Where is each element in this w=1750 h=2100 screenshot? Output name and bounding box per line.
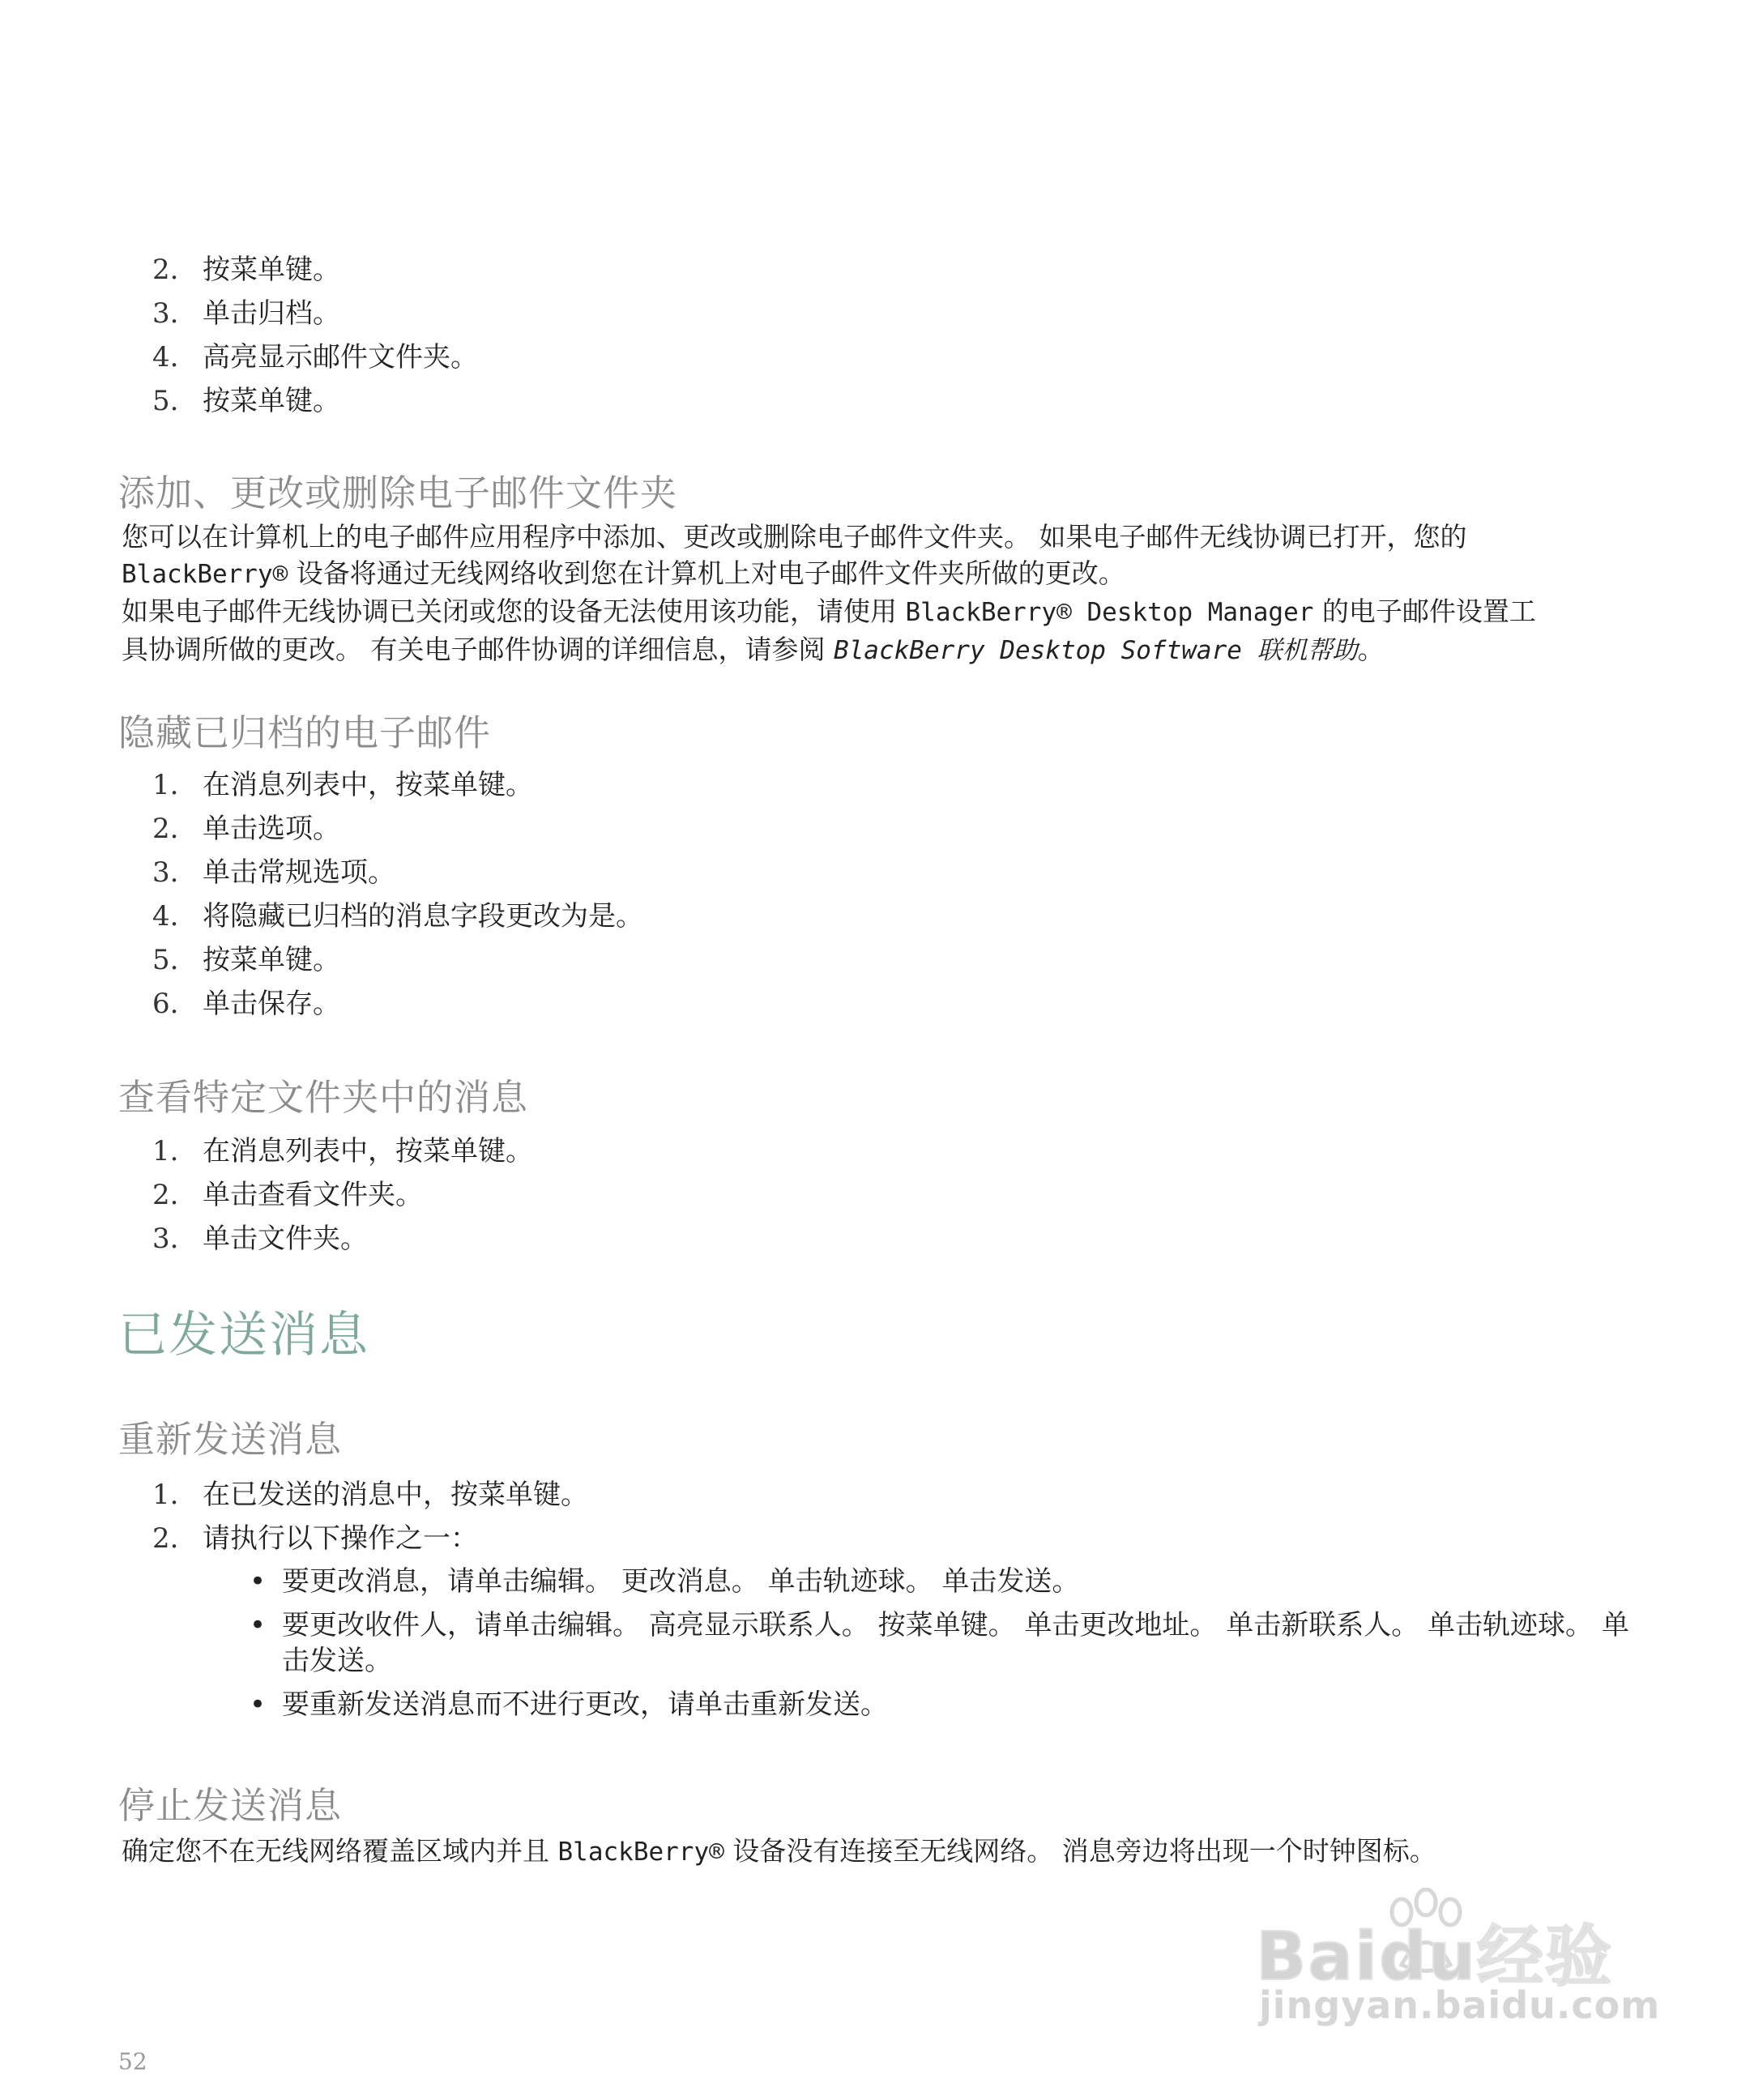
heading-folders: 添加、更改或删除电子邮件文件夹 bbox=[118, 472, 678, 514]
bullet-item: • 要更改收件人，请单击编辑。 高亮显示联系人。 按菜单键。 单击更改地址。 单击新联系人。 单击轨迹球。 单击发送。 bbox=[250, 1609, 1629, 1677]
heading-resend: 重新发送消息 bbox=[118, 1418, 343, 1461]
heading-stop-sending: 停止发送消息 bbox=[118, 1784, 343, 1827]
heading-hide-archived: 隐藏已归档的电子邮件 bbox=[118, 711, 492, 754]
help-reference: BlackBerry Desktop Software 联机帮助 bbox=[833, 636, 1358, 665]
bullet-dot-icon: • bbox=[250, 1609, 267, 1641]
watermark-main-text: Baidu经验 bbox=[1256, 1919, 1614, 1995]
heading-view-folder: 查看特定文件夹中的消息 bbox=[118, 1076, 529, 1119]
paragraph-folders: 您可以在计算机上的电子邮件应用程序中添加、更改或删除电子邮件文件夹。 如果电子邮件无线协调已打开，您的 BlackBerry® 设备将通过无线网络收到您在计算机上对电子邮件文件夹所做的更改。 如果电子邮件无线协调已关闭或您的设备无法使用该功能，请使用 BlackBerry® Desktop Manager 的电子邮件设置工 具协调所做的更改。 有关电子邮件协调的详细信息，请参阅 BlackBerry Desktop Software 联机帮助。 bbox=[122, 521, 1536, 665]
bullet-item: • 要重新发送消息而不进行更改，请单击重新发送。 bbox=[250, 1688, 888, 1721]
document-page: 2. 按菜单键。 3. 单击归档。 4. 高亮显示邮件文件夹。 5. 按菜单键。 添加、更改或删除电子邮件文件夹 您可以在计算机上的电子邮件应用程序中添加、更改或删除电子邮件文件夹。 如果电子邮件无线协调已打开，您的 BlackBerry® 设备将通过无线网络收到您在计算机上对电子邮件文件夹所做的更改。 如果电子邮件无线协调已关闭或您的设备无法使用该功能，请使用 BlackBerry® Desktop Manager 的电子邮件设置工 具协调所做的更改。 有关电子邮件协调的详细信息，请参阅 BlackBerry Desktop Software 联机帮助。 隐藏已归档的电子邮件 1. 在消息列表中，按菜单键。 2. 单击选项。 3. 单击常规选项。 4. 将隐藏已归档的消息字段更改为是。 5. 按菜单键。 6. 单击保存。 查看特定文件夹中的消息 1. 在消息列表中，按菜单键。 2. 单击查看文件夹。 3. 单击文件夹。 已发送消息 重新发送消息 1. 在已发送的消息中，按菜单键。 2. 请执行以下操作之一： • 要更改消息，请单击编辑。 更改消息。 单击轨迹球。 单击发送。 • 要更改收件人，请单击编辑。 高亮显示联系人。 按菜单键。 单击更改地址。 单击新联系人。 单击轨迹球。 单击发送。 • 要重新发送消息而不进行更改，请单击重新发送。 停止发送消息 确定您不在无线网络覆盖区域内并且 BlackBerry® 设备没有连接至无线网络。 消息旁边将出现一个时钟图标。 Baidu经验 jingyan.baidu.com 52 bbox=[0, 0, 1750, 2100]
paragraph-stop-sending: 确定您不在无线网络覆盖区域内并且 BlackBerry® 设备没有连接至无线网络。 消息旁边将出现一个时钟图标。 bbox=[122, 1835, 1436, 1867]
bullet-dot-icon: • bbox=[250, 1688, 267, 1721]
page-number: 52 bbox=[118, 2048, 147, 2075]
chapter-title: 已发送消息 bbox=[118, 1307, 369, 1364]
bullet-dot-icon: • bbox=[250, 1565, 267, 1598]
bullet-item: • 要更改消息，请单击编辑。 更改消息。 单击轨迹球。 单击发送。 bbox=[250, 1565, 1080, 1598]
resend-options bbox=[243, 1564, 1653, 1731]
watermark-url: jingyan.baidu.com bbox=[1259, 1983, 1661, 2027]
baidu-watermark bbox=[1240, 1888, 1669, 2050]
